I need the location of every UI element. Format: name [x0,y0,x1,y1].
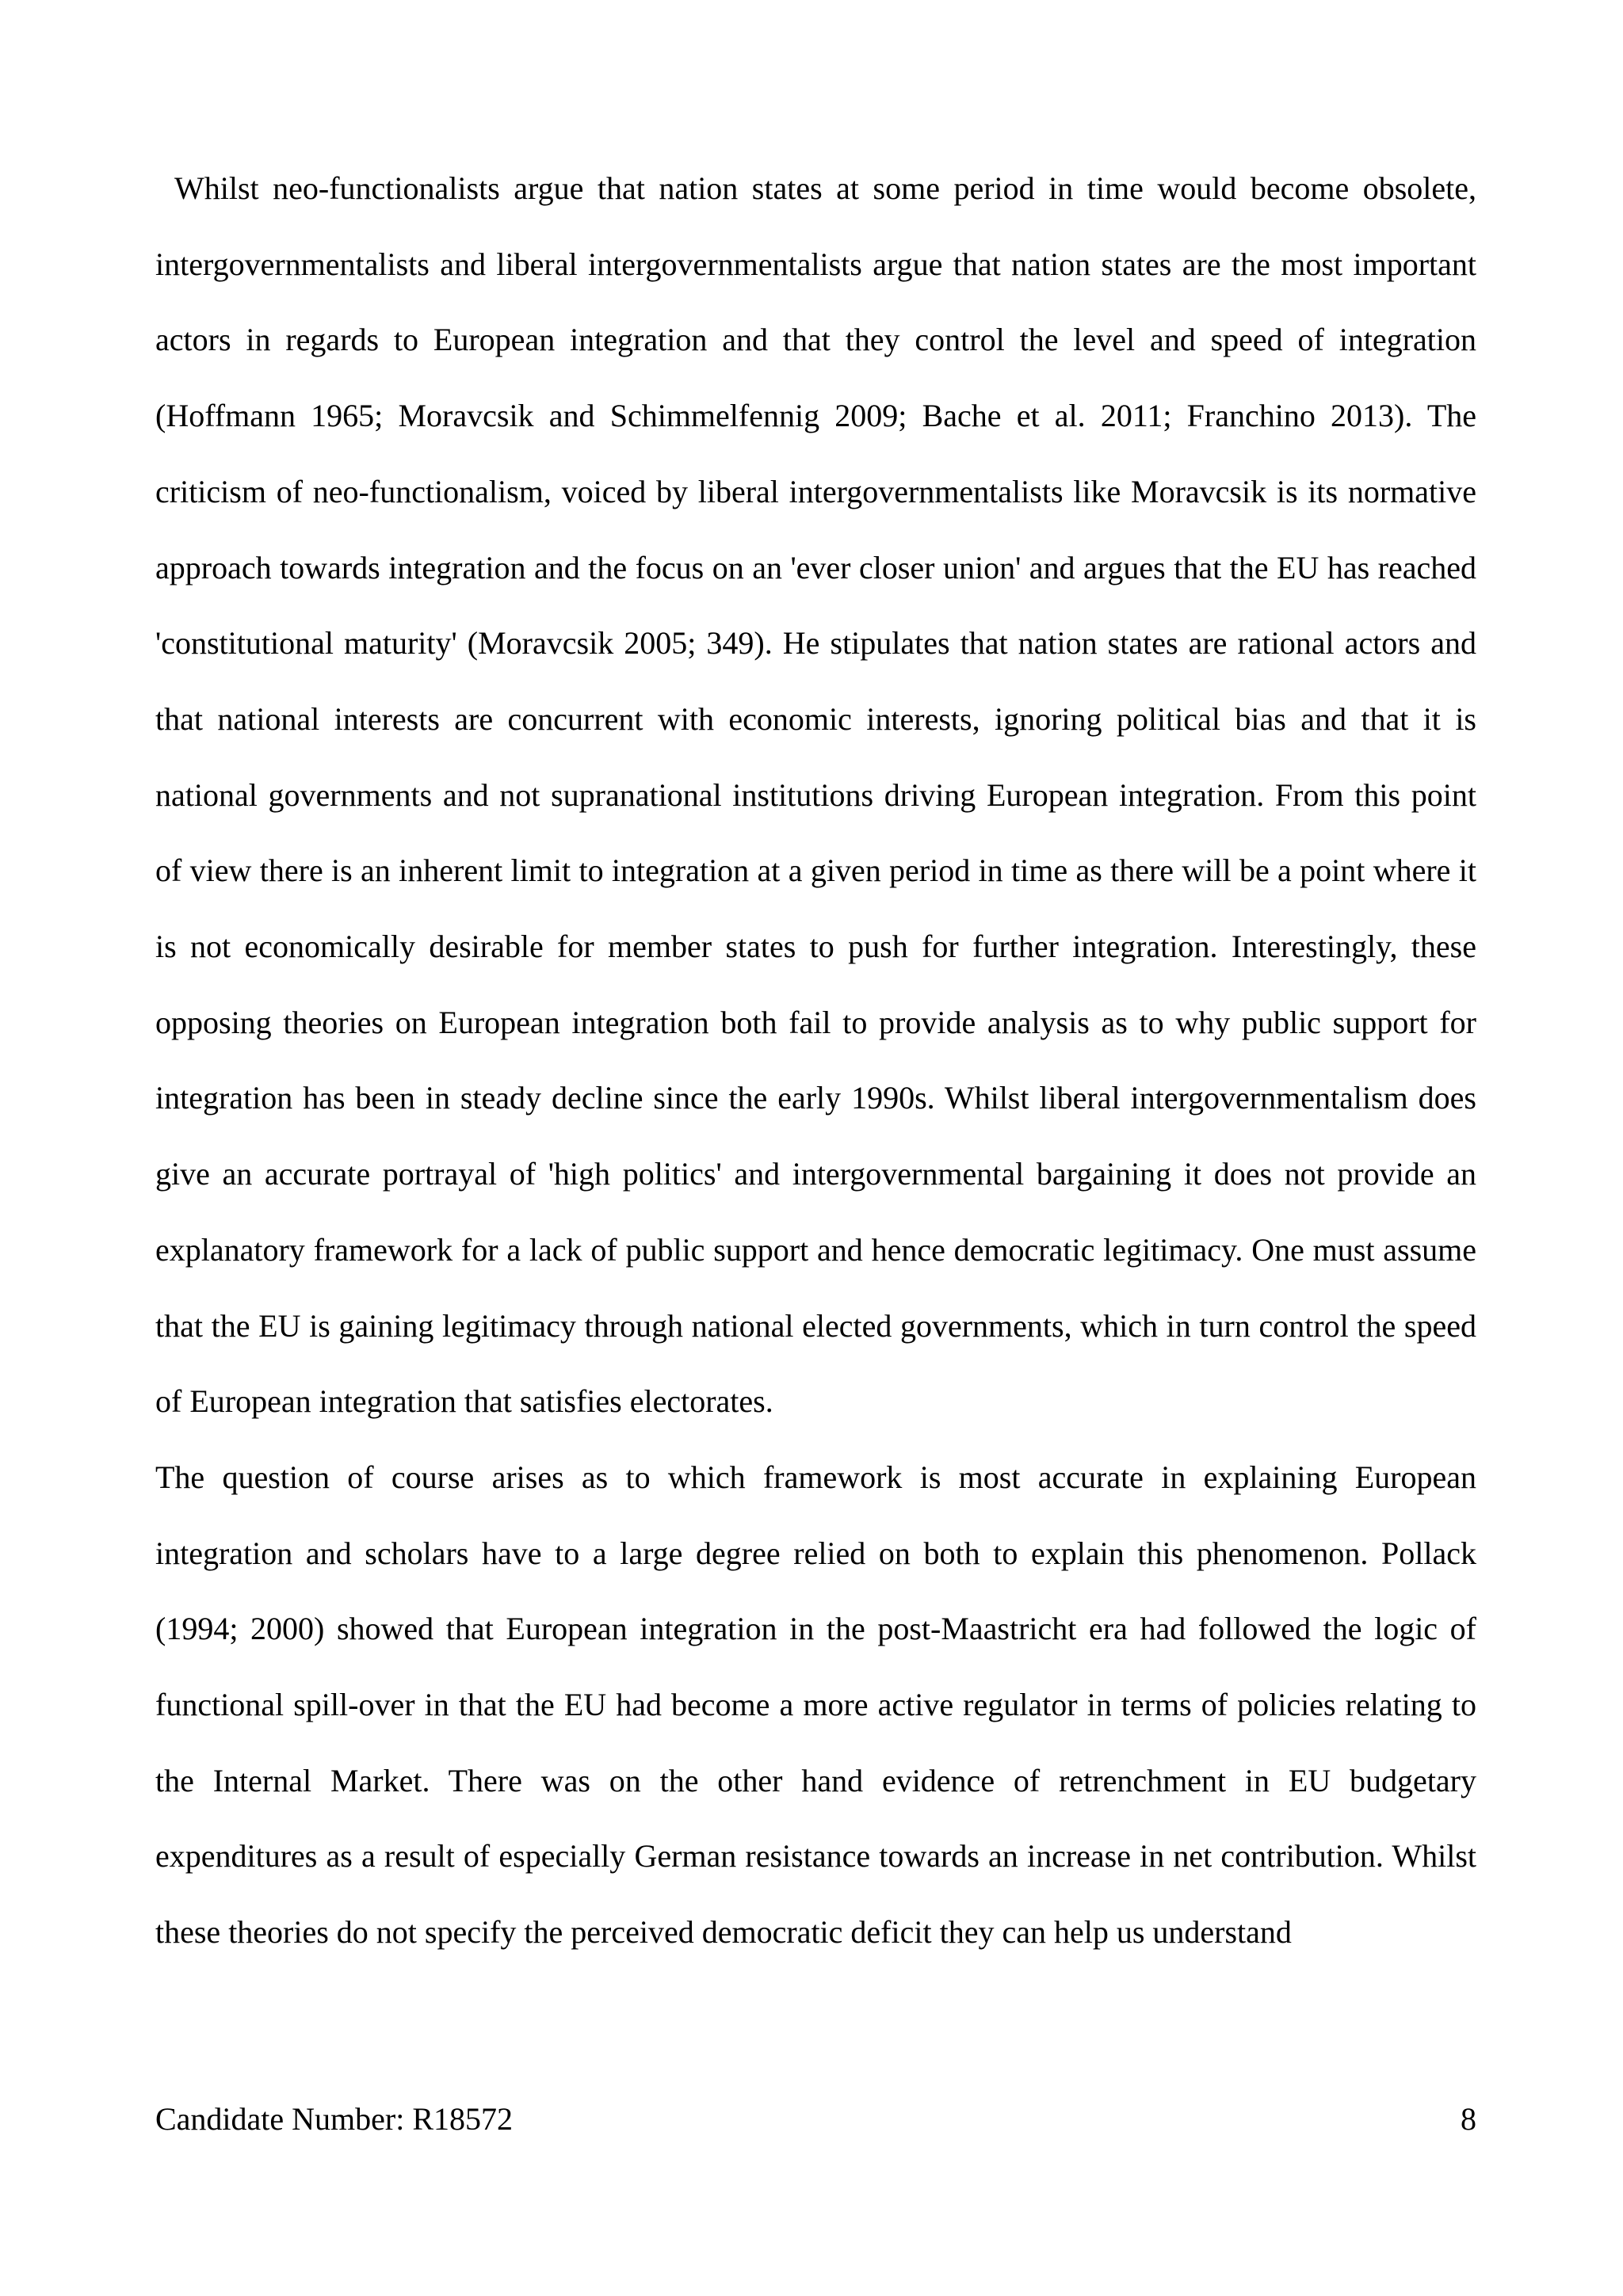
body-text [155,151,1476,1970]
paragraph-2: The question of course arises as to which framework is most accurate in explaining European integration and scholars have to a large degree relied on both to explain this phenomenon. Pollack (1994; 2000) showed that European integration in the post-Maastricht era had followed the logic of functional spill-over in that the EU had become a more active regulator in terms of policies relating to the Internal Market. There was on the other hand evidence of retrenchment in EU budgetary expenditures as a result of especially German resistance towards an increase in net contribution. Whilst these theories do not specify the perceived democratic deficit they can help us understand [155,1459,1476,1951]
paragraph-1: Whilst neo-functionalists argue that nation states at some period in time would become obsolete, intergovernmentalists and liberal intergovernmentalists argue that nation states are the most important actors in regards to European integration and that they control the level and speed of integration (Hoffmann 1965; Moravcsik and Schimmelfennig 2009; Bache et al. 2011; Franchino 2013). The criticism of neo-functionalism, voiced by liberal intergovernmentalists like Moravcsik is its normative approach towards integration and the focus on an 'ever closer union' and argues that the EU has reached 'constitutional maturity' (Moravcsik 2005; 349). He stipulates that nation states are rational actors and that national interests are concurrent with economic interests, ignoring political bias and that it is national governments and not supranational institutions driving European integration. From this point of view there is an inherent limit to integration at a given period in time as there will be a point where it is not economically desirable for member states to push for further integration. Interestingly, these opposing theories on European integration both fail to provide analysis as to why public support for integration has been in steady decline since the early 1990s. Whilst liberal intergovernmentalism does give an accurate portrayal of 'high politics' and intergovernmental bargaining it does not provide an explanatory framework for a lack of public support and hence democratic legitimacy. One must assume that the EU is gaining legitimacy through national elected governments, which in turn control the speed of European integration that satisfies electorates. [155,170,1476,1420]
page-footer [155,2096,1476,2143]
candidate-number: Candidate Number: R18572 [155,2101,514,2137]
page-number: 8 [1461,2101,1476,2137]
